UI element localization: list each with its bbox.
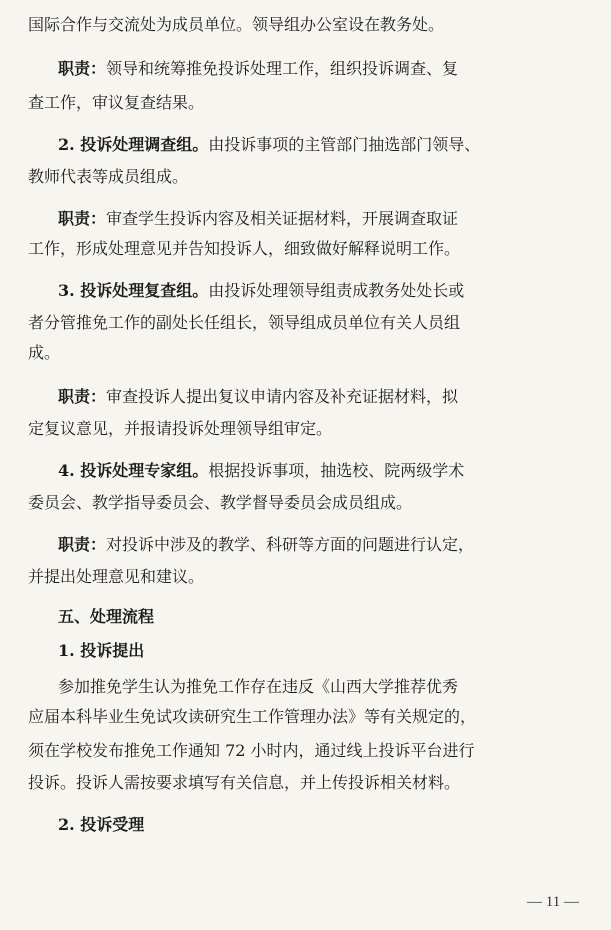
body-text: 审查学生投诉内容及相关证据材料，开展调查取证 xyxy=(106,209,459,228)
body-text: 对投诉中涉及的教学、科研等方面的问题进行认定， xyxy=(106,535,475,554)
body-text: 投诉。投诉人需按要求填写有关信息，并上传投诉相关材料。 xyxy=(28,773,461,792)
body-text: 根据投诉事项，抽选校、院两级学术 xyxy=(208,461,465,480)
text-line xyxy=(58,280,586,304)
bold-text: 3. 投诉处理复查组。 xyxy=(58,281,209,300)
text-line xyxy=(58,534,586,558)
text-line xyxy=(28,740,586,764)
body-text: 查工作，审议复查结果。 xyxy=(28,93,205,112)
text-line xyxy=(58,460,586,484)
body-text: 定复议意见，并报请投诉处理领导组审定。 xyxy=(28,419,333,438)
text-line xyxy=(28,566,586,590)
body-text: 并提出处理意见和建议。 xyxy=(28,567,205,586)
text-line xyxy=(58,134,586,158)
text-line xyxy=(28,238,586,262)
body-text: 国际合作与交流处为成员单位。领导组办公室设在教务处。 xyxy=(28,15,445,34)
bold-text: 2. 投诉受理 xyxy=(58,815,145,834)
body-text: 审查投诉人提出复议申请内容及补充证据材料，拟 xyxy=(106,387,459,406)
text-line xyxy=(58,640,586,664)
text-line xyxy=(58,386,586,410)
text-line xyxy=(28,14,586,38)
text-line xyxy=(58,208,586,232)
text-line xyxy=(28,772,586,796)
body-text: 领导和统筹推免投诉处理工作，组织投诉调查、复 xyxy=(106,59,459,78)
bold-text: 职责： xyxy=(58,535,107,554)
body-text: 参加推免学生认为推免工作存在违反《山西大学推荐优秀 xyxy=(58,677,459,696)
body-text: 成。 xyxy=(28,343,61,362)
body-text: 应届本科毕业生免试攻读研究生工作管理办法》等有关规定的， xyxy=(28,707,477,726)
bold-text: 1. 投诉提出 xyxy=(58,641,145,660)
body-text: 委员会、教学指导委员会、教学督导委员会成员组成。 xyxy=(28,493,413,512)
text-line xyxy=(28,312,586,336)
text-line xyxy=(28,492,586,516)
bold-text: 4. 投诉处理专家组。 xyxy=(58,461,209,480)
bold-text: 五、处理流程 xyxy=(58,607,155,626)
text-line xyxy=(28,166,586,190)
body-text: 者分管推免工作的副处长任组长，领导组成员单位有关人员组 xyxy=(28,313,461,332)
text-line xyxy=(58,814,586,838)
text-line xyxy=(28,342,586,366)
bold-text: 职责： xyxy=(58,59,107,78)
body-text: 须在学校发布推免工作通知 72 小时内，通过线上投诉平台进行 xyxy=(28,741,475,760)
body-text: 工作，形成处理意见并告知投诉人，细致做好解释说明工作。 xyxy=(28,239,461,258)
bold-text: 职责： xyxy=(58,209,107,228)
section-heading xyxy=(58,606,586,630)
text-line xyxy=(58,58,586,82)
text-line xyxy=(28,92,586,116)
text-line xyxy=(28,418,586,442)
body-text: 由投诉事项的主管部门抽选部门领导、 xyxy=(208,135,481,154)
bold-text: 职责： xyxy=(58,387,107,406)
body-text: 由投诉处理领导组责成教务处处长或 xyxy=(208,281,465,300)
text-line xyxy=(28,706,586,730)
bold-text: 2. 投诉处理调查组。 xyxy=(58,135,209,154)
text-line xyxy=(58,676,586,700)
page-number: — 11 — xyxy=(527,894,579,910)
body-text: 教师代表等成员组成。 xyxy=(28,167,189,186)
